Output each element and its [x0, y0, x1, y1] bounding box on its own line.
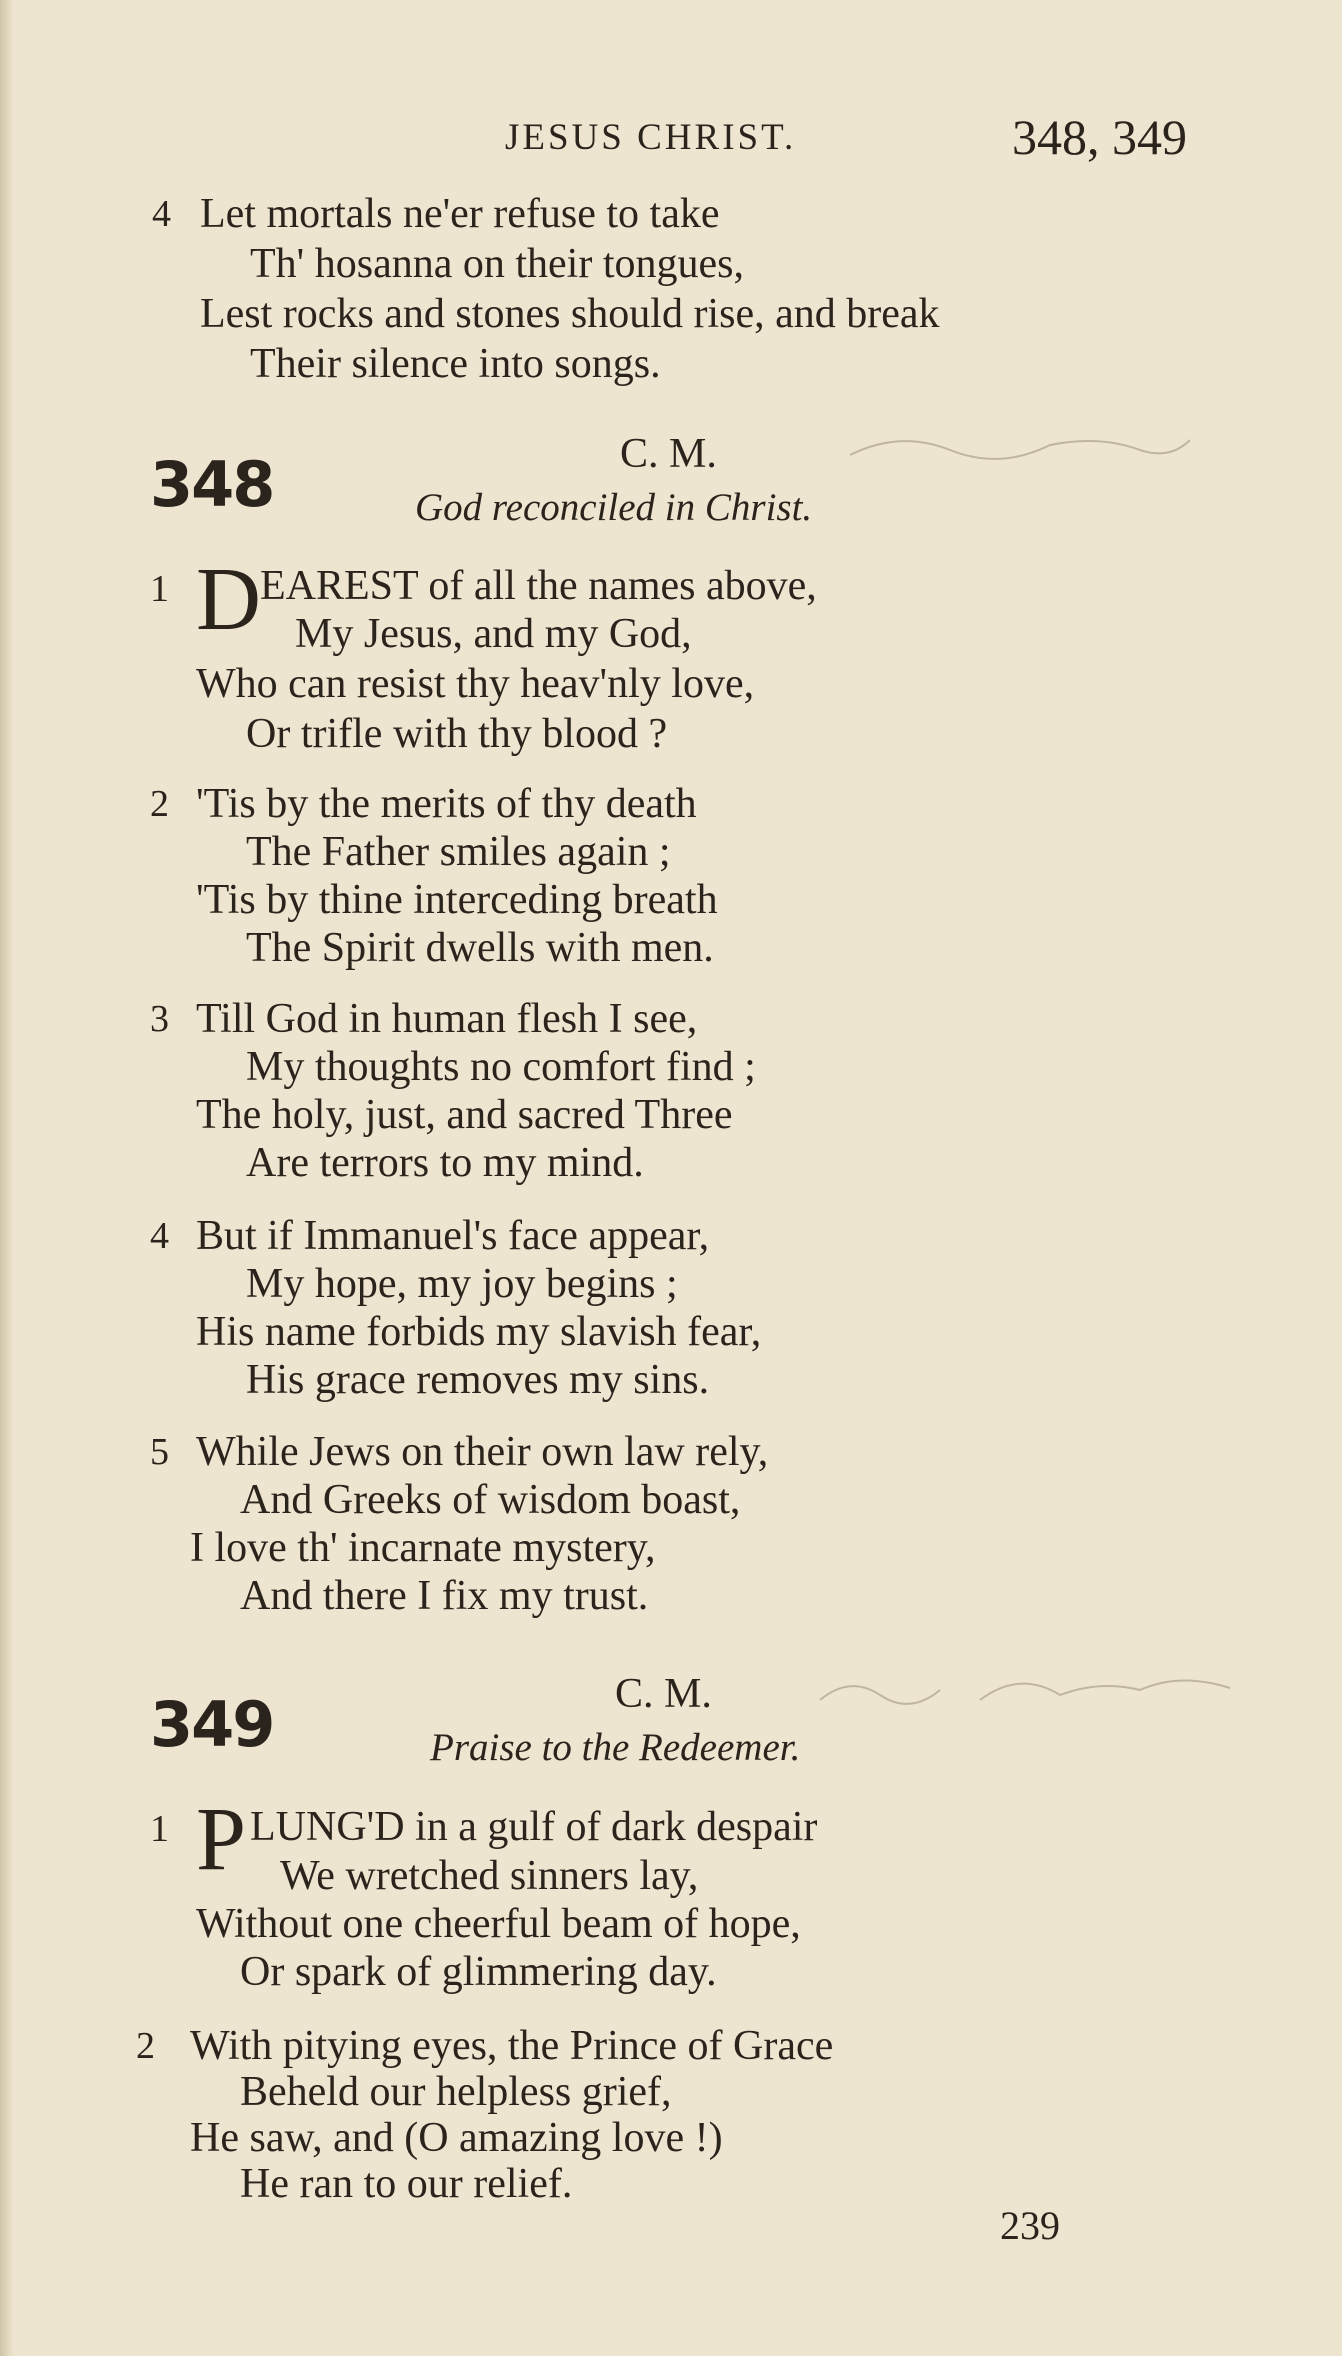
stanza-line: LUNG'D in a gulf of dark despair [250, 1804, 818, 1850]
stanza-line: Or trifle with thy blood ? [246, 711, 668, 757]
stanza-line: 'Tis by the merits of thy death [196, 781, 697, 827]
stanza-number: 1 [150, 568, 169, 610]
stanza-line: I love th' incarnate mystery, [190, 1525, 656, 1571]
hymn-meter: C. M. [620, 431, 717, 477]
stanza-line: Lest rocks and stones should rise, and break [200, 291, 940, 337]
stanza-number: 3 [150, 998, 169, 1040]
hymn-subtitle: God reconciled in Christ. [415, 486, 813, 529]
stanza-line: The Father smiles again ; [246, 829, 671, 875]
page-spine-shadow [0, 0, 14, 2356]
stanza-line: My thoughts no comfort find ; [246, 1044, 756, 1090]
stanza-number: 4 [152, 193, 171, 235]
stanza-number: 4 [150, 1215, 169, 1257]
running-head-hymn-numbers: 348, 349 [1012, 109, 1187, 165]
stanza-line: But if Immanuel's face appear, [196, 1213, 710, 1259]
page-number: 239 [1000, 2203, 1060, 2248]
running-head-title: JESUS CHRIST. [505, 117, 797, 158]
stanza-line: The holy, just, and sacred Three [196, 1092, 733, 1138]
stanza-line: EAREST of all the names above, [260, 563, 817, 609]
stanza-number: 1 [150, 1808, 169, 1850]
stanza-line: And there I fix my trust. [240, 1573, 649, 1619]
stanza-line: With pitying eyes, the Prince of Grace [190, 2023, 834, 2069]
stanza-line: My Jesus, and my God, [295, 611, 692, 657]
hymn-number: 348 [150, 448, 274, 521]
stanza-number: 2 [136, 2025, 155, 2067]
stanza-line: Let mortals ne'er refuse to take [200, 191, 720, 237]
stanza-line: He ran to our relief. [240, 2161, 573, 2207]
drop-cap: P [196, 1790, 247, 1889]
stanza-number: 2 [150, 783, 169, 825]
stanza-line: Th' hosanna on their tongues, [250, 241, 744, 287]
stanza-line: His grace removes my sins. [246, 1357, 710, 1403]
stanza-line: His name forbids my slavish fear, [196, 1309, 762, 1355]
pencil-mark [840, 420, 1200, 470]
stanza-line: The Spirit dwells with men. [246, 925, 714, 971]
running-head [0, 108, 1342, 168]
stanza-line: While Jews on their own law rely, [196, 1429, 769, 1475]
stanza-line: We wretched sinners lay, [280, 1853, 699, 1899]
stanza-line: Who can resist thy heav'nly love, [196, 661, 755, 707]
stanza-number: 5 [150, 1431, 169, 1473]
stanza-line: He saw, and (O amazing love !) [190, 2115, 723, 2161]
stanza-line: 'Tis by thine interceding breath [196, 877, 718, 923]
stanza-line: Or spark of glimmering day. [240, 1949, 717, 1995]
stanza-line: My hope, my joy begins ; [246, 1261, 678, 1307]
stanza-line: Without one cheerful beam of hope, [196, 1901, 801, 1947]
stanza-line: Their silence into songs. [250, 341, 661, 387]
stanza-line: And Greeks of wisdom boast, [240, 1477, 741, 1523]
hymn-number: 349 [150, 1688, 274, 1761]
stanza-line: Are terrors to my mind. [246, 1140, 644, 1186]
stanza-line: Till God in human flesh I see, [196, 996, 698, 1042]
drop-cap: D [196, 550, 261, 649]
stanza-line: Beheld our helpless grief, [240, 2069, 672, 2115]
pencil-mark [810, 1660, 1250, 1720]
hymn-meter: C. M. [615, 1671, 712, 1717]
hymn-subtitle: Praise to the Redeemer. [430, 1726, 801, 1769]
